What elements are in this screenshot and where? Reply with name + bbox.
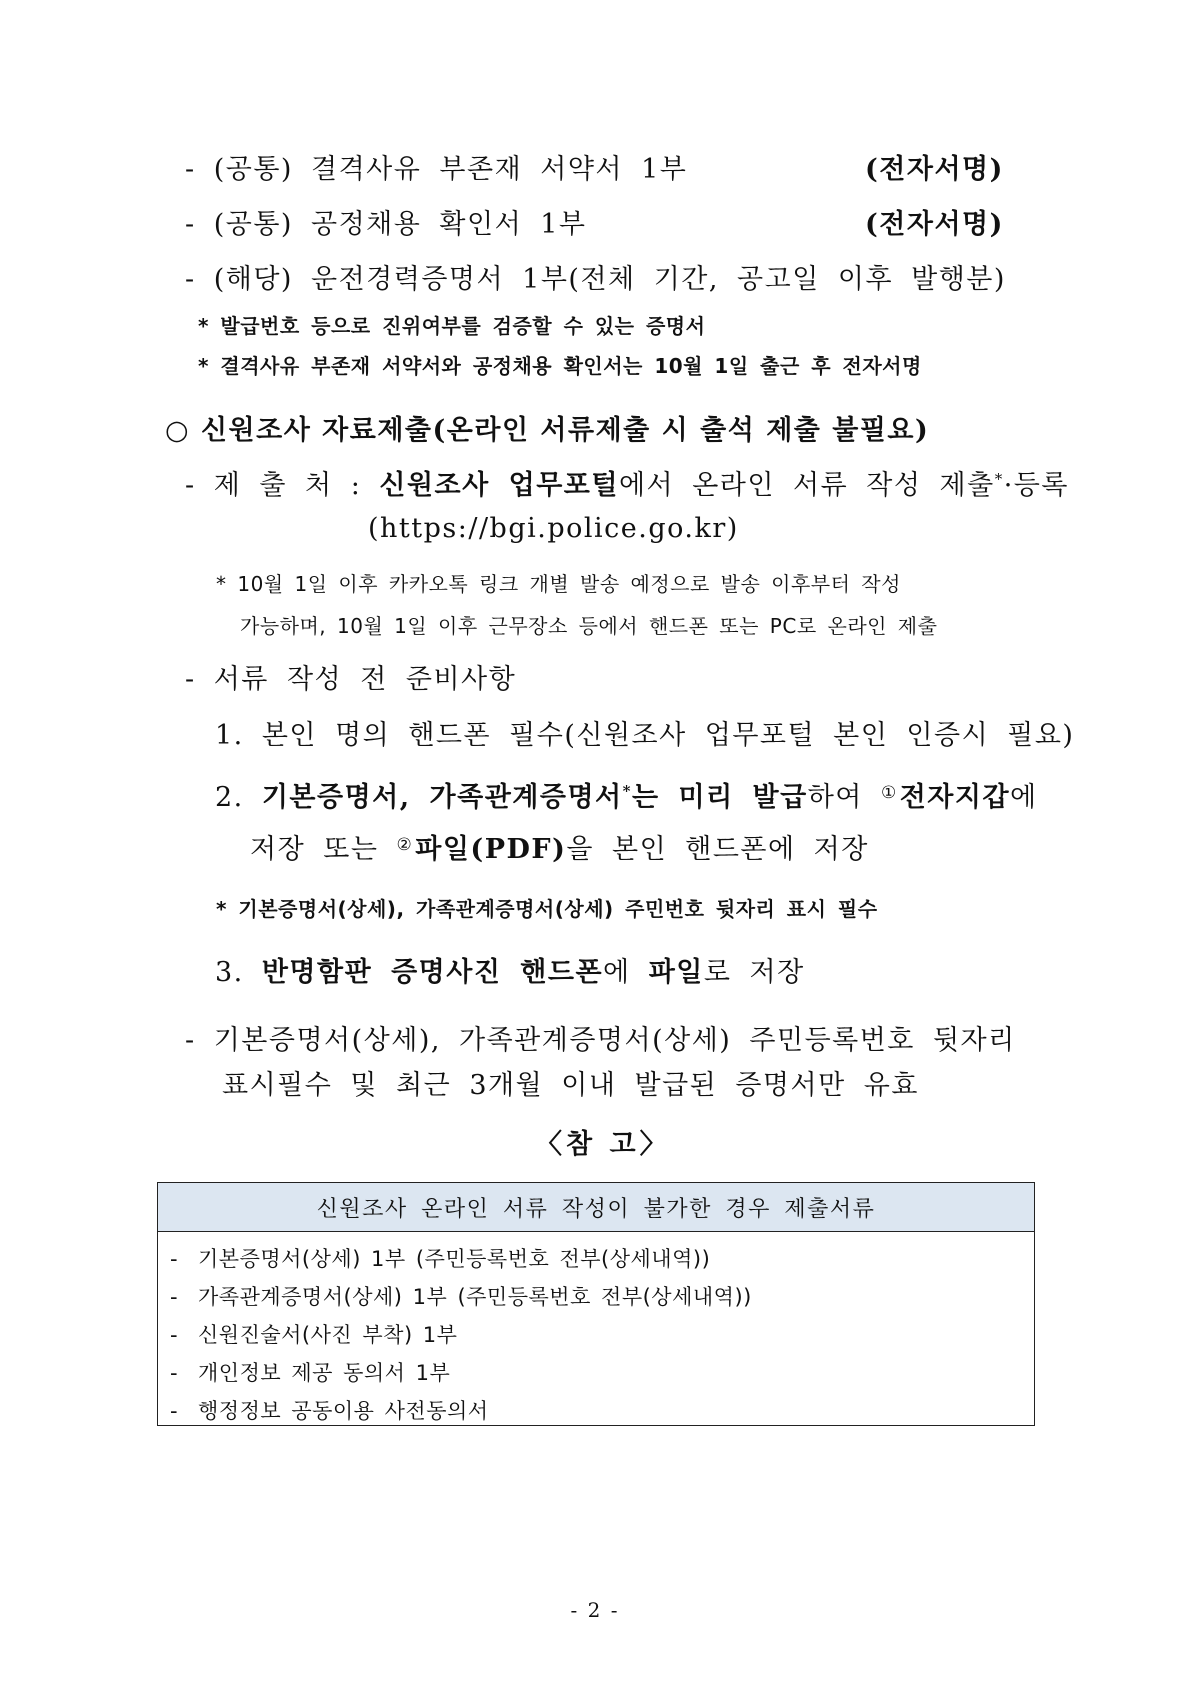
dash: - — [170, 1361, 179, 1385]
reference-box-header: 신원조사 온라인 서류 작성이 불가한 경우 제출서류 — [158, 1183, 1034, 1232]
prep-item-3 — [215, 950, 805, 989]
list-item — [170, 1240, 1034, 1278]
item2-docs: 기본증명서, 가족관계증명서 — [261, 782, 623, 813]
submit-end: ·등록 — [1003, 470, 1069, 501]
validity-line-1: - 기본증명서(상세), 가족관계증명서(상세) 주민등록번호 뒷자리 — [185, 1025, 1016, 1056]
page-number: - 2 - — [570, 1598, 620, 1622]
item3-file: 파일 — [648, 957, 704, 988]
dash: - — [170, 1247, 179, 1271]
item3-number: 3. — [215, 957, 262, 988]
item2-star: * — [622, 782, 632, 800]
reference-item-text: 개인정보 제공 동의서 1부 — [198, 1361, 451, 1385]
reference-item-text: 가족관계증명서(상세) 1부 (주민등록번호 전부(상세내역)) — [198, 1285, 752, 1309]
reference-box — [157, 1182, 1035, 1426]
list-item-driving-record: - (해당) 운전경력증명서 1부(전체 기간, 공고일 이후 발행분) — [185, 264, 1006, 295]
list-item — [170, 1278, 1034, 1316]
submit-rest: 에서 온라인 서류 작성 제출 — [618, 470, 995, 501]
note-id-digits: * 기본증명서(상세), 가족관계증명서(상세) 주민번호 뒷자리 표시 필수 — [216, 897, 878, 921]
list-item — [170, 1316, 1034, 1354]
item3-mid: 에 — [603, 957, 649, 988]
note-esign-timing: * 결격사유 부존재 서약서와 공정채용 확인서는 10월 1일 출근 후 전자서명 — [198, 354, 922, 378]
submit-star: * — [994, 470, 1004, 488]
reference-item-text: 기본증명서(상세) 1부 (주민등록번호 전부(상세내역)) — [198, 1247, 711, 1271]
reference-title: 〈참 고〉 — [535, 1129, 671, 1160]
validity-line-2: 표시필수 및 최근 3개월 이내 발급된 증명서만 유효 — [222, 1070, 919, 1101]
dash: - — [170, 1399, 179, 1423]
portal-name: 신원조사 업무포털 — [379, 470, 619, 501]
reference-list — [158, 1232, 1034, 1430]
list-item-pledge — [185, 147, 687, 186]
dash: - — [170, 1323, 179, 1347]
item2-number: 2. — [215, 782, 262, 813]
item2b-a: 저장 또는 — [250, 834, 397, 865]
list-item — [170, 1392, 1034, 1430]
item2-rest: 하여 — [807, 782, 881, 813]
item2b-end: 을 본인 핸드폰에 저장 — [566, 834, 869, 865]
submit-prefix: - 제 출 처 : — [185, 470, 380, 501]
note-verification: * 발급번호 등으로 진위여부를 검증할 수 있는 증명서 — [198, 314, 706, 338]
list-item-fair-hiring — [185, 202, 587, 241]
item3-end: 로 저장 — [703, 957, 805, 988]
portal-url[interactable]: (https://bgi.police.go.kr) — [368, 513, 739, 544]
list-item — [170, 1354, 1034, 1392]
item2b-pdf: 파일(PDF) — [415, 834, 567, 865]
submit-location — [185, 463, 1069, 502]
note-kakao-2: 가능하며, 10월 1일 이후 근무장소 등에서 핸드폰 또는 PC로 온라인 제출 — [240, 614, 938, 638]
circled-two: ② — [396, 835, 414, 855]
reference-item-text: 신원진술서(사진 부착) 1부 — [198, 1323, 458, 1347]
reference-item-text: 행정정보 공동이용 사전동의서 — [198, 1399, 489, 1423]
fair-hiring-text: - (공통) 공정채용 확인서 1부 — [185, 209, 587, 240]
item2-end: 에 — [1010, 782, 1038, 813]
item3-photo: 반명함판 증명사진 핸드폰 — [261, 957, 604, 988]
circled-one: ① — [880, 783, 898, 803]
section-heading: ○ 신원조사 자료제출(온라인 서류제출 시 출석 제출 불필요) — [165, 415, 930, 446]
item2-wallet: 전자지갑 — [899, 782, 1011, 813]
prep-item-2-cont — [250, 827, 869, 866]
prep-item-1: 1. 본인 명의 핸드폰 필수(신원조사 업무포털 본인 인증시 필요) — [215, 720, 1075, 751]
prep-item-2 — [215, 775, 1038, 814]
dash: - — [170, 1285, 179, 1309]
pledge-text: - (공통) 결격사유 부존재 서약서 1부 — [185, 154, 688, 185]
note-kakao-1: * 10월 1일 이후 카카오톡 링크 개별 발송 예정으로 발송 이후부터 작성 — [216, 572, 901, 596]
item2-issue: 는 미리 발급 — [632, 782, 808, 813]
prep-heading: - 서류 작성 전 준비사항 — [185, 664, 517, 695]
fair-hiring-esign-label: (전자서명) — [865, 209, 1004, 240]
pledge-esign-label: (전자서명) — [865, 154, 1004, 185]
